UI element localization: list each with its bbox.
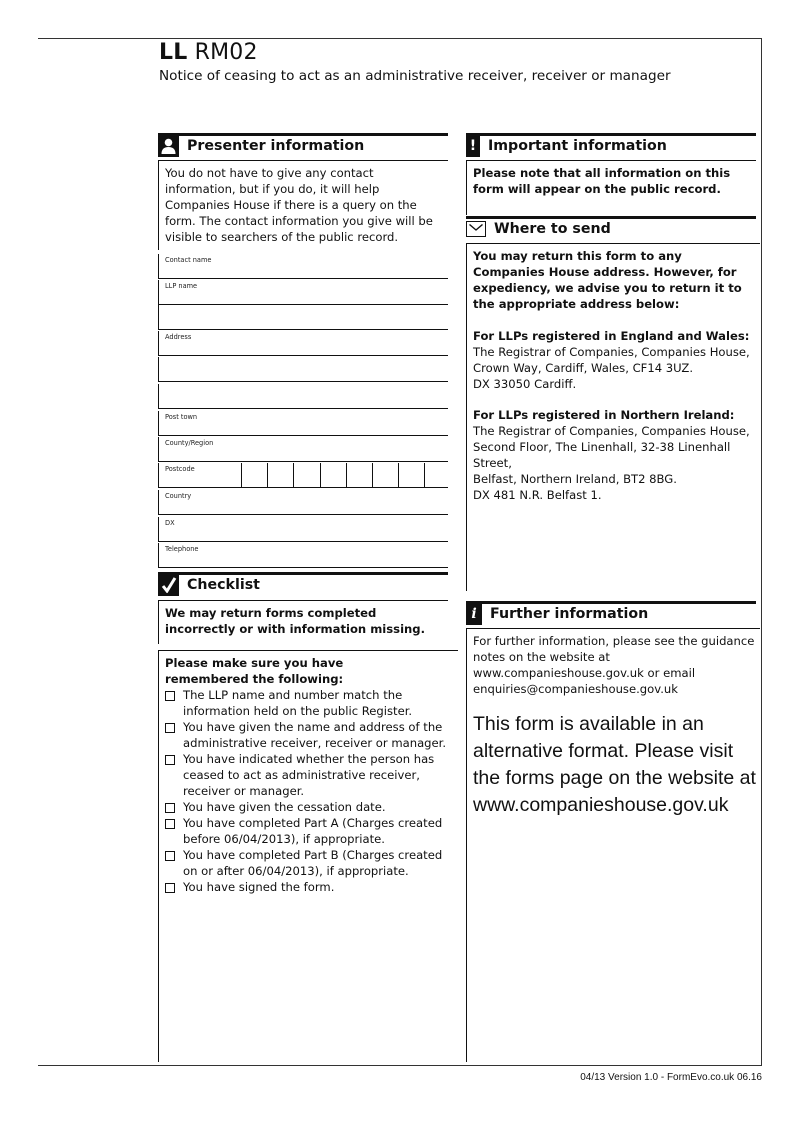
england-address-heading: For LLPs registered in England and Wales: — [473, 329, 750, 343]
telephone-field[interactable] — [158, 543, 448, 568]
page-bottom-rule — [38, 1065, 762, 1066]
page-top-rule — [38, 38, 762, 39]
presenter-heading-title: Presenter information — [187, 138, 365, 154]
checklist-item-text: You have indicated whether the person has ceased to act as administrative receiver, receiver or manager. — [183, 752, 435, 798]
llp-name-label: LLP name — [165, 282, 198, 290]
checklist-box — [158, 650, 458, 1062]
form-prefix: LL — [159, 40, 188, 65]
footer-version: 04/13 Version 1.0 - FormEvo.co.uk 06.16 — [580, 1072, 762, 1083]
important-heading — [466, 133, 756, 156]
dx-label: DX — [165, 519, 175, 527]
checkbox[interactable] — [165, 883, 175, 893]
ni-address-line: DX 481 N.R. Belfast 1. — [473, 488, 602, 502]
alternative-format-note: This form is available in an alternative format. Please visit the forms page on the website at www.companieshouse.gov.uk — [473, 713, 756, 816]
further-info-text: For further information, please see the guidance notes on the website at www.companieshouse.gov.uk or email enquiries@companieshouse.gov.uk — [473, 634, 755, 696]
person-icon — [158, 136, 179, 157]
llp-name-field[interactable] — [158, 280, 448, 305]
info-icon: i — [466, 604, 482, 625]
telephone-label: Telephone — [165, 545, 199, 553]
checklist-item[interactable] — [165, 751, 454, 799]
page-right-rule — [761, 38, 762, 1066]
address-field-3[interactable] — [158, 384, 448, 409]
checkbox[interactable] — [165, 851, 175, 861]
england-address-line: The Registrar of Companies, Companies House, — [473, 345, 750, 359]
form-number: RM02 — [194, 40, 258, 65]
checklist-items — [165, 687, 454, 895]
contact-name-label: Contact name — [165, 256, 212, 264]
checklist-item[interactable] — [165, 799, 454, 815]
postcode-label: Postcode — [165, 465, 195, 473]
envelope-icon — [466, 221, 486, 237]
ni-address-heading: For LLPs registered in Northern Ireland: — [473, 408, 735, 422]
further-info-box — [466, 628, 760, 1062]
exclamation-icon: ! — [466, 136, 480, 157]
postcode-cell-divider — [267, 463, 268, 487]
presenter-intro: You do not have to give any contact information, but if you do, it will help Companies House if there is a query on the form. The contact information you give will be visible to searchers of the public record. — [158, 160, 448, 250]
checklist-item-text: You have given the name and address of the administrative receiver, receiver or manager. — [183, 720, 447, 750]
country-field[interactable] — [158, 490, 448, 515]
address-label: Address — [165, 333, 192, 341]
postcode-cell-divider — [346, 463, 347, 487]
checkbox[interactable] — [165, 819, 175, 829]
ni-address-line: Second Floor, The Linenhall, 32-38 Linenhall Street, — [473, 440, 731, 470]
postcode-cell-divider — [424, 463, 425, 487]
form-title: Notice of ceasing to act as an administrative receiver, receiver or manager — [159, 68, 671, 84]
county-label: County/Region — [165, 439, 214, 447]
england-address-line: DX 33050 Cardiff. — [473, 377, 577, 391]
contact-name-field[interactable] — [158, 254, 448, 279]
postcode-cell-divider — [241, 463, 242, 487]
post-town-label: Post town — [165, 413, 198, 421]
county-field[interactable] — [158, 437, 448, 462]
checkbox[interactable] — [165, 691, 175, 701]
checklist-item[interactable] — [165, 719, 454, 751]
checklist-heading-title: Checklist — [187, 577, 260, 593]
postcode-field[interactable] — [158, 463, 448, 488]
checklist-item-text: You have completed Part B (Charges created on or after 06/04/2013), if appropriate. — [183, 848, 443, 878]
postcode-cell-divider — [372, 463, 373, 487]
postcode-cell-divider — [293, 463, 294, 487]
llp-name-field-2[interactable] — [158, 305, 448, 330]
check-icon — [158, 575, 179, 596]
postcode-cell-divider — [320, 463, 321, 487]
england-address-line: Crown Way, Cardiff, Wales, CF14 3UZ. — [473, 361, 694, 375]
postcode-cell-divider — [398, 463, 399, 487]
checklist-item[interactable] — [165, 847, 454, 879]
where-to-send-box — [466, 243, 760, 591]
checkbox[interactable] — [165, 755, 175, 765]
form-code — [159, 40, 258, 65]
checklist-item-text: The LLP name and number match the information held on the public Register. — [183, 688, 413, 718]
presenter-heading — [158, 133, 448, 156]
checklist-item[interactable] — [165, 879, 454, 895]
where-to-send-heading-title: Where to send — [494, 221, 611, 237]
checklist-warning: We may return forms completed incorrectly or with information missing. — [158, 600, 448, 644]
address-field-2[interactable] — [158, 357, 448, 382]
checklist-intro: Please make sure you have remembered the following: — [165, 656, 344, 686]
post-town-field[interactable] — [158, 411, 448, 436]
checklist-item[interactable] — [165, 687, 454, 719]
further-info-heading — [466, 601, 756, 624]
where-to-send-heading — [466, 216, 756, 239]
important-text: Please note that all information on this form will appear on the public record. — [466, 160, 756, 215]
dx-field[interactable] — [158, 517, 448, 542]
further-info-heading-title: Further information — [490, 606, 649, 622]
checklist-item[interactable] — [165, 815, 454, 847]
ni-address-line: Belfast, Northern Ireland, BT2 8BG. — [473, 472, 677, 486]
checklist-heading — [158, 572, 448, 595]
important-heading-title: Important information — [488, 138, 667, 154]
checklist-item-text: You have given the cessation date. — [183, 800, 386, 814]
checkbox[interactable] — [165, 803, 175, 813]
checkbox[interactable] — [165, 723, 175, 733]
checklist-item-text: You have signed the form. — [183, 880, 335, 894]
address-field[interactable] — [158, 331, 448, 356]
country-label: Country — [165, 492, 192, 500]
checklist-item-text: You have completed Part A (Charges created before 06/04/2013), if appropriate. — [183, 816, 443, 846]
where-to-send-intro: You may return this form to any Companies House address. However, for expediency, we advise you to return it to the appropriate address below: — [473, 249, 742, 311]
ni-address-line: The Registrar of Companies, Companies House, — [473, 424, 750, 438]
